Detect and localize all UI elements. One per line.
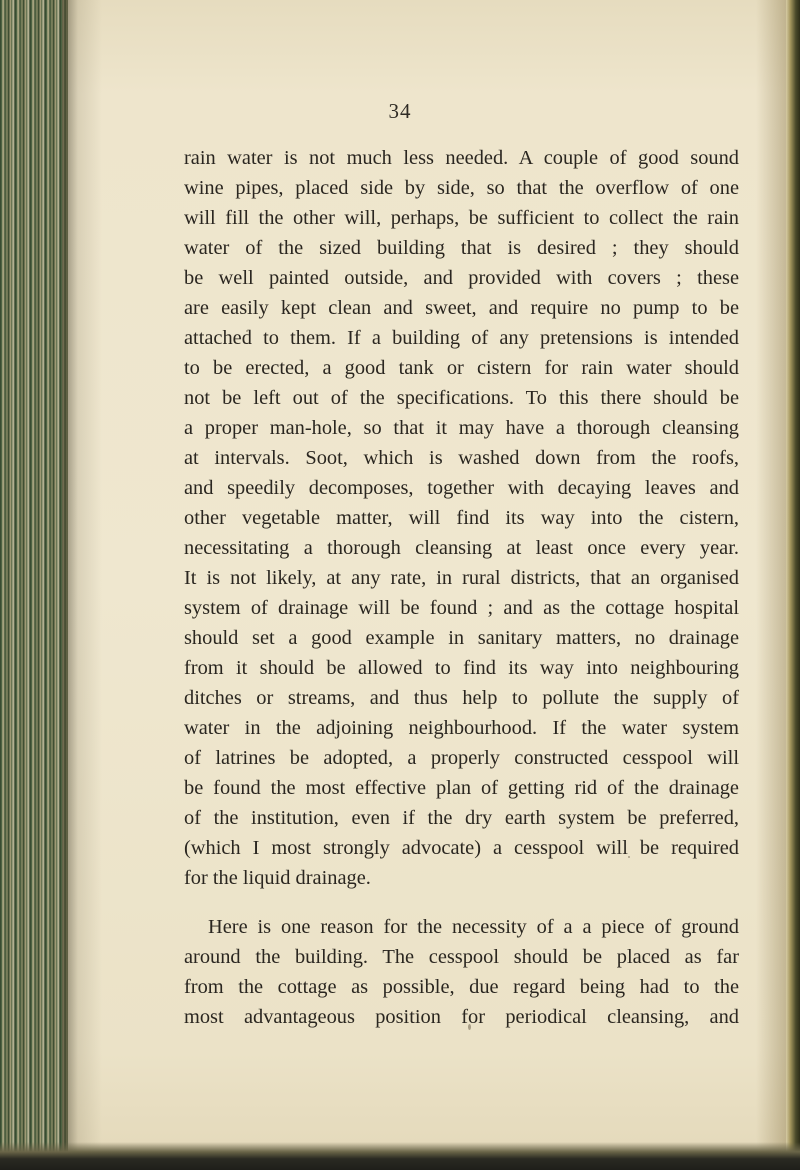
text-line: not be left out of the specifications. To this there should be (184, 387, 739, 409)
page-number: 34 (388, 99, 412, 123)
text-line: most advantageous position for periodical cleansing, and (184, 1006, 739, 1028)
text-line: be found the most effective plan of getting rid of the drainage (184, 777, 739, 799)
right-page-shadow (756, 0, 786, 1170)
text-line: necessitating a thorough cleansing at least once every year. (184, 537, 739, 559)
text-line: Here is one reason for the necessity of a a piece of ground (208, 916, 739, 938)
text-line: rain water is not much less needed. A couple of good sound (184, 147, 739, 169)
text-line: water in the adjoining neighbourhood. If the water system (184, 717, 739, 739)
text-line: for the liquid drainage. (184, 867, 371, 889)
book-spine (0, 0, 68, 1170)
text-line: system of drainage will be found ; and as the cottage hospital (184, 597, 739, 619)
text-line: and speedily decomposes, together with decaying leaves and (184, 477, 739, 499)
text-line: water of the sized building that is desired ; they should (184, 237, 739, 259)
body-text (184, 143, 739, 1032)
text-line: from the cottage as possible, due regard being had to the (184, 976, 739, 998)
text-line: It is not likely, at any rate, in rural districts, that an organised (184, 567, 739, 589)
bottom-page-edge (0, 1142, 800, 1170)
text-line: are easily kept clean and sweet, and require no pump to be (184, 297, 739, 319)
text-line: should set a good example in sanitary matters, no drainage (184, 627, 739, 649)
text-line: from it should be allowed to find its way into neighbouring (184, 657, 739, 679)
text-line: a proper man-hole, so that it may have a thorough cleansing (184, 417, 739, 439)
paragraph (184, 912, 739, 1032)
text-line: (which I most strongly advocate) a cesspool will be required (184, 837, 739, 859)
right-page-edge (786, 0, 800, 1170)
text-line: at intervals. Soot, which is washed down from the roofs, (184, 447, 739, 469)
text-line: other vegetable matter, will find its way into the cistern, (184, 507, 739, 529)
text-line: attached to them. If a building of any pretensions is intended (184, 327, 739, 349)
text-line: be well painted outside, and provided with covers ; these (184, 267, 739, 289)
text-line: to be erected, a good tank or cistern for rain water should (184, 357, 739, 379)
binding-shadow (62, 0, 102, 1170)
paragraph (184, 143, 739, 893)
text-line: ditches or streams, and thus help to pollute the supply of (184, 687, 739, 709)
text-line: of the institution, even if the dry earth system be preferred, (184, 807, 739, 829)
text-line: of latrines be adopted, a properly constructed cesspool will (184, 747, 739, 769)
text-line: wine pipes, placed side by side, so that the overflow of one (184, 177, 739, 199)
text-line: will fill the other will, perhaps, be sufficient to collect the rain (184, 207, 739, 229)
text-line: around the building. The cesspool should be placed as far (184, 946, 739, 968)
